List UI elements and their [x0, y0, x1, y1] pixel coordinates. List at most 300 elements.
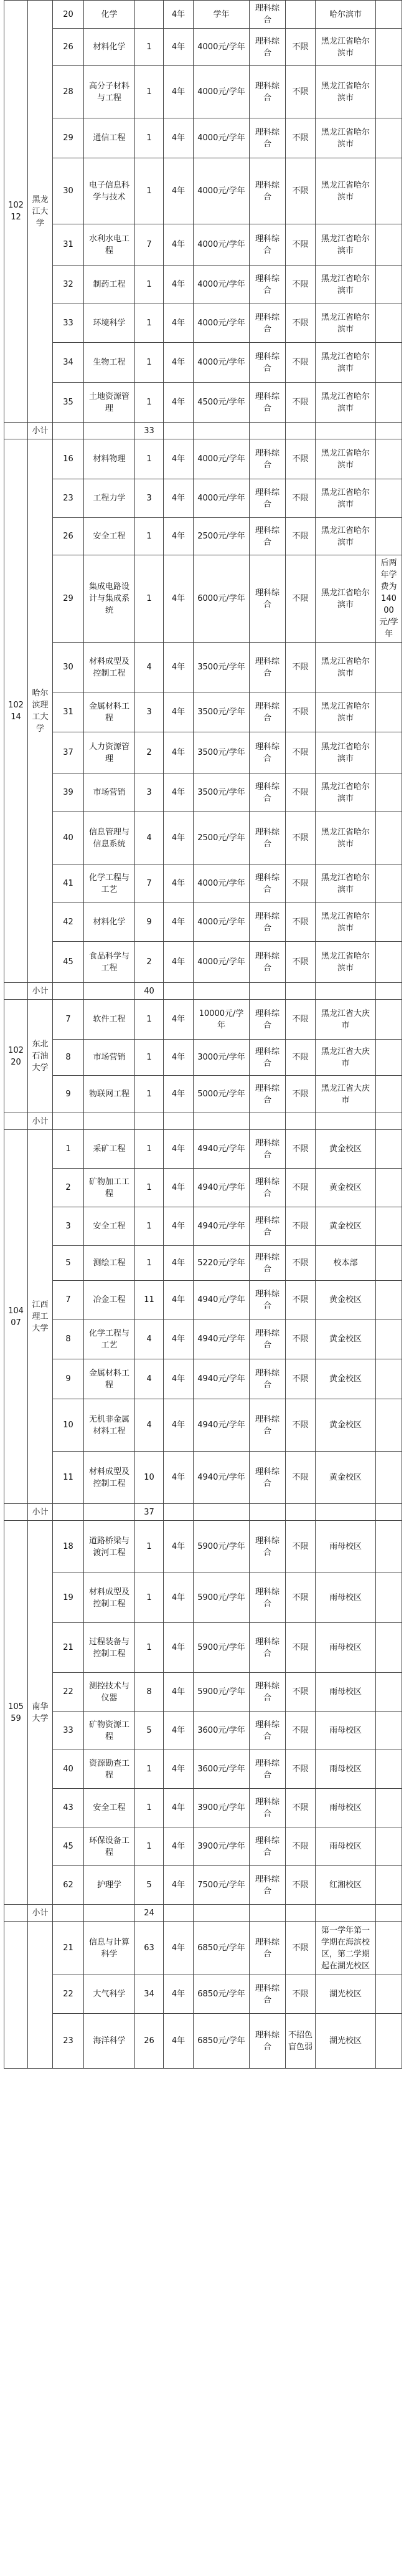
- campus-location: 湖光校区: [316, 2014, 376, 2069]
- remark: [376, 1000, 402, 1040]
- remark: [376, 903, 402, 942]
- restriction: 不限: [286, 555, 316, 643]
- plan-count: 1: [135, 439, 164, 479]
- major-no: 45: [53, 1827, 84, 1866]
- plan-count: 4: [135, 1399, 164, 1452]
- restriction: 不限: [286, 343, 316, 383]
- duration: 4年: [164, 2014, 194, 2069]
- duration: 4年: [164, 1399, 194, 1452]
- plan-count: 1: [135, 1130, 164, 1169]
- remark: [376, 732, 402, 773]
- plan-count: 5: [135, 1712, 164, 1750]
- duration: 4年: [164, 1076, 194, 1113]
- campus-location: 黄金校区: [316, 1207, 376, 1246]
- school-name: 黑龙江大学: [28, 1, 53, 423]
- major-name: 海洋科学: [84, 2014, 135, 2069]
- empty-cell: [194, 1905, 250, 1922]
- major-name: 人力资源管理: [84, 732, 135, 773]
- empty-cell: [53, 983, 84, 1000]
- campus-location: 雨母校区: [316, 1789, 376, 1827]
- table-row: [4, 1750, 402, 1789]
- duration: 4年: [164, 1, 194, 29]
- restriction: 不限: [286, 1399, 316, 1452]
- restriction: 不限: [286, 1623, 316, 1673]
- subtotal-count: 40: [135, 983, 164, 1000]
- subtotal-count: 33: [135, 423, 164, 439]
- plan-count: 4: [135, 1359, 164, 1399]
- table-row: [4, 1246, 402, 1281]
- empty-cell: [53, 1113, 84, 1130]
- campus-location: 哈尔滨市: [316, 1, 376, 29]
- table-row: [4, 1623, 402, 1673]
- table-row: [4, 555, 402, 643]
- tuition: 4000元/学年: [194, 29, 250, 66]
- plan-count: [135, 1, 164, 29]
- school-code: 10220: [4, 1000, 28, 1113]
- school-name: 哈尔滨理工大学: [28, 439, 53, 983]
- remark: [376, 864, 402, 903]
- duration: 4年: [164, 1975, 194, 2014]
- table-row: [4, 1000, 402, 1040]
- subtotal-label-cell: [4, 983, 28, 1000]
- major-name: 软件工程: [84, 1000, 135, 1040]
- tuition: 3600元/学年: [194, 1750, 250, 1789]
- subtotal-row: [4, 1504, 402, 1521]
- remark: [376, 2014, 402, 2069]
- restriction: 不限: [286, 1246, 316, 1281]
- restriction: 不限: [286, 383, 316, 423]
- plan-count: 63: [135, 1922, 164, 1975]
- tuition: 2500元/学年: [194, 812, 250, 864]
- plan-count: 3: [135, 479, 164, 518]
- remark: [376, 439, 402, 479]
- major-no: 32: [53, 266, 84, 304]
- major-name: 金属材料工程: [84, 692, 135, 732]
- remark: [376, 29, 402, 66]
- major-no: 43: [53, 1789, 84, 1827]
- subject-req: 理科综合: [250, 1866, 286, 1905]
- restriction: 不限: [286, 942, 316, 983]
- plan-count: 1: [135, 1040, 164, 1076]
- subject-req: 理科综合: [250, 1130, 286, 1169]
- subject-req: 理科综合: [250, 1207, 286, 1246]
- tuition: 3600元/学年: [194, 1712, 250, 1750]
- tuition: 5900元/学年: [194, 1623, 250, 1673]
- campus-location: 黑龙江省哈尔滨市: [316, 158, 376, 224]
- major-name: 生物工程: [84, 343, 135, 383]
- tuition: 5000元/学年: [194, 1076, 250, 1113]
- tuition: 4000元/学年: [194, 479, 250, 518]
- table-row: [4, 812, 402, 864]
- subject-req: 理科综合: [250, 266, 286, 304]
- empty-cell: [376, 1504, 402, 1521]
- subject-req: 理科综合: [250, 1169, 286, 1207]
- major-name: 金属材料工程: [84, 1359, 135, 1399]
- tuition: 4000元/学年: [194, 266, 250, 304]
- subtotal-count: 24: [135, 1905, 164, 1922]
- major-name: 电子信息科学与技术: [84, 158, 135, 224]
- empty-cell: [84, 1113, 135, 1130]
- campus-location: 黄金校区: [316, 1399, 376, 1452]
- table-row: [4, 479, 402, 518]
- plan-count: 1: [135, 1789, 164, 1827]
- major-name: 安全工程: [84, 1789, 135, 1827]
- campus-location: 黑龙江省哈尔滨市: [316, 643, 376, 692]
- empty-cell: [194, 983, 250, 1000]
- subject-req: 理科综合: [250, 518, 286, 555]
- remark: [376, 118, 402, 158]
- tuition: 3000元/学年: [194, 1040, 250, 1076]
- tuition: 3500元/学年: [194, 643, 250, 692]
- plan-count: 1: [135, 118, 164, 158]
- table-row: [4, 903, 402, 942]
- plan-count: 1: [135, 383, 164, 423]
- restriction: 不招色盲色弱: [286, 2014, 316, 2069]
- table-row: [4, 1207, 402, 1246]
- remark: [376, 1789, 402, 1827]
- duration: 4年: [164, 1246, 194, 1281]
- campus-location: 黑龙江省哈尔滨市: [316, 304, 376, 343]
- remark: [376, 1, 402, 29]
- restriction: 不限: [286, 1169, 316, 1207]
- tuition: 5220元/学年: [194, 1246, 250, 1281]
- tuition: 5900元/学年: [194, 1673, 250, 1712]
- major-name: 安全工程: [84, 518, 135, 555]
- enrollment-plan-table: [4, 0, 402, 2069]
- duration: 4年: [164, 942, 194, 983]
- tuition: 5900元/学年: [194, 1521, 250, 1573]
- subject-req: 理科综合: [250, 479, 286, 518]
- duration: 4年: [164, 1623, 194, 1673]
- plan-count: 34: [135, 1975, 164, 2014]
- empty-cell: [84, 983, 135, 1000]
- plan-count: 11: [135, 1281, 164, 1319]
- campus-location: 雨母校区: [316, 1573, 376, 1623]
- plan-count: 1: [135, 518, 164, 555]
- table-row: [4, 1281, 402, 1319]
- major-no: 33: [53, 304, 84, 343]
- duration: 4年: [164, 903, 194, 942]
- remark: [376, 1246, 402, 1281]
- table-row: [4, 439, 402, 479]
- subject-req: 理科综合: [250, 29, 286, 66]
- subject-req: 理科综合: [250, 864, 286, 903]
- major-no: 8: [53, 1040, 84, 1076]
- empty-cell: [286, 1113, 316, 1130]
- campus-location: 黑龙江省哈尔滨市: [316, 29, 376, 66]
- campus-location: 黑龙江省哈尔滨市: [316, 773, 376, 812]
- major-no: 30: [53, 158, 84, 224]
- campus-location: 黑龙江省哈尔滨市: [316, 224, 376, 266]
- empty-cell: [250, 1113, 286, 1130]
- restriction: 不限: [286, 692, 316, 732]
- remark: [376, 812, 402, 864]
- school-name: 东北石油大学: [28, 1000, 53, 1113]
- duration: 4年: [164, 1281, 194, 1319]
- major-no: 1: [53, 1130, 84, 1169]
- remark: [376, 518, 402, 555]
- empty-cell: [286, 983, 316, 1000]
- subject-req: 理科综合: [250, 304, 286, 343]
- restriction: 不限: [286, 1673, 316, 1712]
- plan-count: 5: [135, 1866, 164, 1905]
- tuition: 4940元/学年: [194, 1399, 250, 1452]
- major-name: 冶金工程: [84, 1281, 135, 1319]
- duration: 4年: [164, 1207, 194, 1246]
- tuition: 4000元/学年: [194, 304, 250, 343]
- restriction: 不限: [286, 1207, 316, 1246]
- duration: 4年: [164, 1521, 194, 1573]
- major-no: 28: [53, 66, 84, 118]
- restriction: 不限: [286, 158, 316, 224]
- remark: [376, 942, 402, 983]
- tuition: 5900元/学年: [194, 1573, 250, 1623]
- table-row: [4, 118, 402, 158]
- empty-cell: [194, 1113, 250, 1130]
- major-no: 31: [53, 224, 84, 266]
- remark: [376, 304, 402, 343]
- major-name: 大气科学: [84, 1975, 135, 2014]
- tuition: 3500元/学年: [194, 692, 250, 732]
- major-name: 环境科学: [84, 304, 135, 343]
- major-no: 8: [53, 1319, 84, 1359]
- remark: [376, 1573, 402, 1623]
- table-row: [4, 66, 402, 118]
- major-name: 制药工程: [84, 266, 135, 304]
- major-no: 19: [53, 1573, 84, 1623]
- major-name: 市场营销: [84, 1040, 135, 1076]
- table-row: [4, 1452, 402, 1504]
- campus-location: 黄金校区: [316, 1359, 376, 1399]
- major-no: 9: [53, 1359, 84, 1399]
- major-no: 7: [53, 1000, 84, 1040]
- table-row: [4, 266, 402, 304]
- major-name: 无机非金属材料工程: [84, 1399, 135, 1452]
- major-no: 26: [53, 29, 84, 66]
- subject-req: 理科综合: [250, 555, 286, 643]
- tuition: 4000元/学年: [194, 158, 250, 224]
- empty-cell: [316, 423, 376, 439]
- duration: 4年: [164, 158, 194, 224]
- remark: [376, 1130, 402, 1169]
- restriction: 不限: [286, 732, 316, 773]
- major-no: 37: [53, 732, 84, 773]
- campus-location: 黑龙江省哈尔滨市: [316, 383, 376, 423]
- restriction: 不限: [286, 1130, 316, 1169]
- major-name: 过程装备与控制工程: [84, 1623, 135, 1673]
- plan-count: 1: [135, 266, 164, 304]
- subtotal-label: 小计: [28, 1905, 53, 1922]
- tuition: 学年: [194, 1, 250, 29]
- duration: 4年: [164, 118, 194, 158]
- plan-count: 2: [135, 732, 164, 773]
- major-name: 采矿工程: [84, 1130, 135, 1169]
- campus-location: 雨母校区: [316, 1827, 376, 1866]
- major-no: 30: [53, 643, 84, 692]
- major-name: 环保设备工程: [84, 1827, 135, 1866]
- subject-req: 理科综合: [250, 812, 286, 864]
- tuition: 4940元/学年: [194, 1452, 250, 1504]
- empty-cell: [84, 1504, 135, 1521]
- major-no: 41: [53, 864, 84, 903]
- restriction: 不限: [286, 1040, 316, 1076]
- tuition: 6000元/学年: [194, 555, 250, 643]
- tuition: 4000元/学年: [194, 942, 250, 983]
- remark: [376, 1750, 402, 1789]
- table-row: [4, 643, 402, 692]
- restriction: 不限: [286, 643, 316, 692]
- subject-req: 理科综合: [250, 1, 286, 29]
- tuition: 6850元/学年: [194, 2014, 250, 2069]
- major-no: 10: [53, 1399, 84, 1452]
- subject-req: 理科综合: [250, 1319, 286, 1359]
- empty-cell: [376, 983, 402, 1000]
- duration: 4年: [164, 479, 194, 518]
- tuition: 4500元/学年: [194, 383, 250, 423]
- major-no: 34: [53, 343, 84, 383]
- campus-location: 红湘校区: [316, 1866, 376, 1905]
- subject-req: 理科综合: [250, 1399, 286, 1452]
- major-no: 29: [53, 118, 84, 158]
- tuition: 4940元/学年: [194, 1281, 250, 1319]
- tuition: 4940元/学年: [194, 1207, 250, 1246]
- restriction: 不限: [286, 29, 316, 66]
- remark: [376, 158, 402, 224]
- table-row: [4, 732, 402, 773]
- table-row: [4, 1789, 402, 1827]
- major-name: 水利水电工程: [84, 224, 135, 266]
- subtotal-label-cell: [4, 423, 28, 439]
- empty-cell: [316, 1905, 376, 1922]
- table-row: [4, 383, 402, 423]
- major-name: 市场营销: [84, 773, 135, 812]
- plan-count: 3: [135, 773, 164, 812]
- major-no: 21: [53, 1623, 84, 1673]
- tuition: 3900元/学年: [194, 1789, 250, 1827]
- restriction: 不限: [286, 1827, 316, 1866]
- restriction: 不限: [286, 1281, 316, 1319]
- subject-req: 理科综合: [250, 1521, 286, 1573]
- restriction: 不限: [286, 1866, 316, 1905]
- subject-req: 理科综合: [250, 732, 286, 773]
- table-row: [4, 1076, 402, 1113]
- table-row: [4, 343, 402, 383]
- subtotal-label-cell: [4, 1905, 28, 1922]
- subtotal-label: 小计: [28, 983, 53, 1000]
- tuition: 4000元/学年: [194, 864, 250, 903]
- campus-location: 黑龙江省哈尔滨市: [316, 864, 376, 903]
- remark: [376, 1712, 402, 1750]
- empty-cell: [316, 983, 376, 1000]
- campus-location: 黑龙江省大庆市: [316, 1040, 376, 1076]
- empty-cell: [250, 983, 286, 1000]
- major-no: 26: [53, 518, 84, 555]
- remark: [376, 1521, 402, 1573]
- school-name: [28, 1922, 53, 2069]
- duration: 4年: [164, 773, 194, 812]
- table-row: [4, 1521, 402, 1573]
- major-no: 23: [53, 2014, 84, 2069]
- campus-location: 黑龙江省哈尔滨市: [316, 439, 376, 479]
- duration: 4年: [164, 224, 194, 266]
- tuition: 4000元/学年: [194, 66, 250, 118]
- campus-location: 黑龙江省哈尔滨市: [316, 479, 376, 518]
- major-name: 材料化学: [84, 903, 135, 942]
- table-row: [4, 1922, 402, 1975]
- school-code: 10407: [4, 1130, 28, 1504]
- remark: [376, 66, 402, 118]
- tuition: 4940元/学年: [194, 1130, 250, 1169]
- subject-req: 理科综合: [250, 773, 286, 812]
- subject-req: 理科综合: [250, 439, 286, 479]
- major-no: 23: [53, 479, 84, 518]
- subtotal-row: [4, 1905, 402, 1922]
- restriction: [286, 1, 316, 29]
- subtotal-count: 37: [135, 1504, 164, 1521]
- plan-count: 1: [135, 66, 164, 118]
- subject-req: 理科综合: [250, 942, 286, 983]
- table-row: [4, 1, 402, 29]
- table-row: [4, 864, 402, 903]
- campus-location: 雨母校区: [316, 1673, 376, 1712]
- empty-cell: [164, 1113, 194, 1130]
- empty-cell: [164, 423, 194, 439]
- table-row: [4, 1712, 402, 1750]
- duration: 4年: [164, 812, 194, 864]
- empty-cell: [84, 423, 135, 439]
- table-row: [4, 942, 402, 983]
- campus-location: 黑龙江省哈尔滨市: [316, 942, 376, 983]
- table-row: [4, 1130, 402, 1169]
- duration: 4年: [164, 1130, 194, 1169]
- duration: 4年: [164, 692, 194, 732]
- subject-req: 理科综合: [250, 1975, 286, 2014]
- empty-cell: [376, 1905, 402, 1922]
- remark: 后两年学费为14000元/学年: [376, 555, 402, 643]
- major-name: 工程力学: [84, 479, 135, 518]
- plan-count: 2: [135, 942, 164, 983]
- empty-cell: [250, 1905, 286, 1922]
- plan-count: 1: [135, 1207, 164, 1246]
- major-no: 29: [53, 555, 84, 643]
- restriction: 不限: [286, 903, 316, 942]
- subtotal-row: [4, 1113, 402, 1130]
- campus-location: 黄金校区: [316, 1452, 376, 1504]
- major-name: 材料成型及控制工程: [84, 1573, 135, 1623]
- campus-location: 黑龙江省哈尔滨市: [316, 732, 376, 773]
- remark: [376, 1922, 402, 1975]
- duration: 4年: [164, 732, 194, 773]
- plan-count: 4: [135, 812, 164, 864]
- campus-location: 雨母校区: [316, 1623, 376, 1673]
- subject-req: 理科综合: [250, 224, 286, 266]
- plan-count: 8: [135, 1673, 164, 1712]
- duration: 4年: [164, 343, 194, 383]
- major-no: 2: [53, 1169, 84, 1207]
- table-row: [4, 158, 402, 224]
- restriction: 不限: [286, 479, 316, 518]
- restriction: 不限: [286, 1712, 316, 1750]
- plan-count: 7: [135, 224, 164, 266]
- duration: 4年: [164, 1922, 194, 1975]
- tuition: 3900元/学年: [194, 1827, 250, 1866]
- tuition: 4000元/学年: [194, 224, 250, 266]
- remark: [376, 1827, 402, 1866]
- plan-count: 7: [135, 864, 164, 903]
- subject-req: 理科综合: [250, 118, 286, 158]
- restriction: 不限: [286, 1573, 316, 1623]
- major-no: 5: [53, 1246, 84, 1281]
